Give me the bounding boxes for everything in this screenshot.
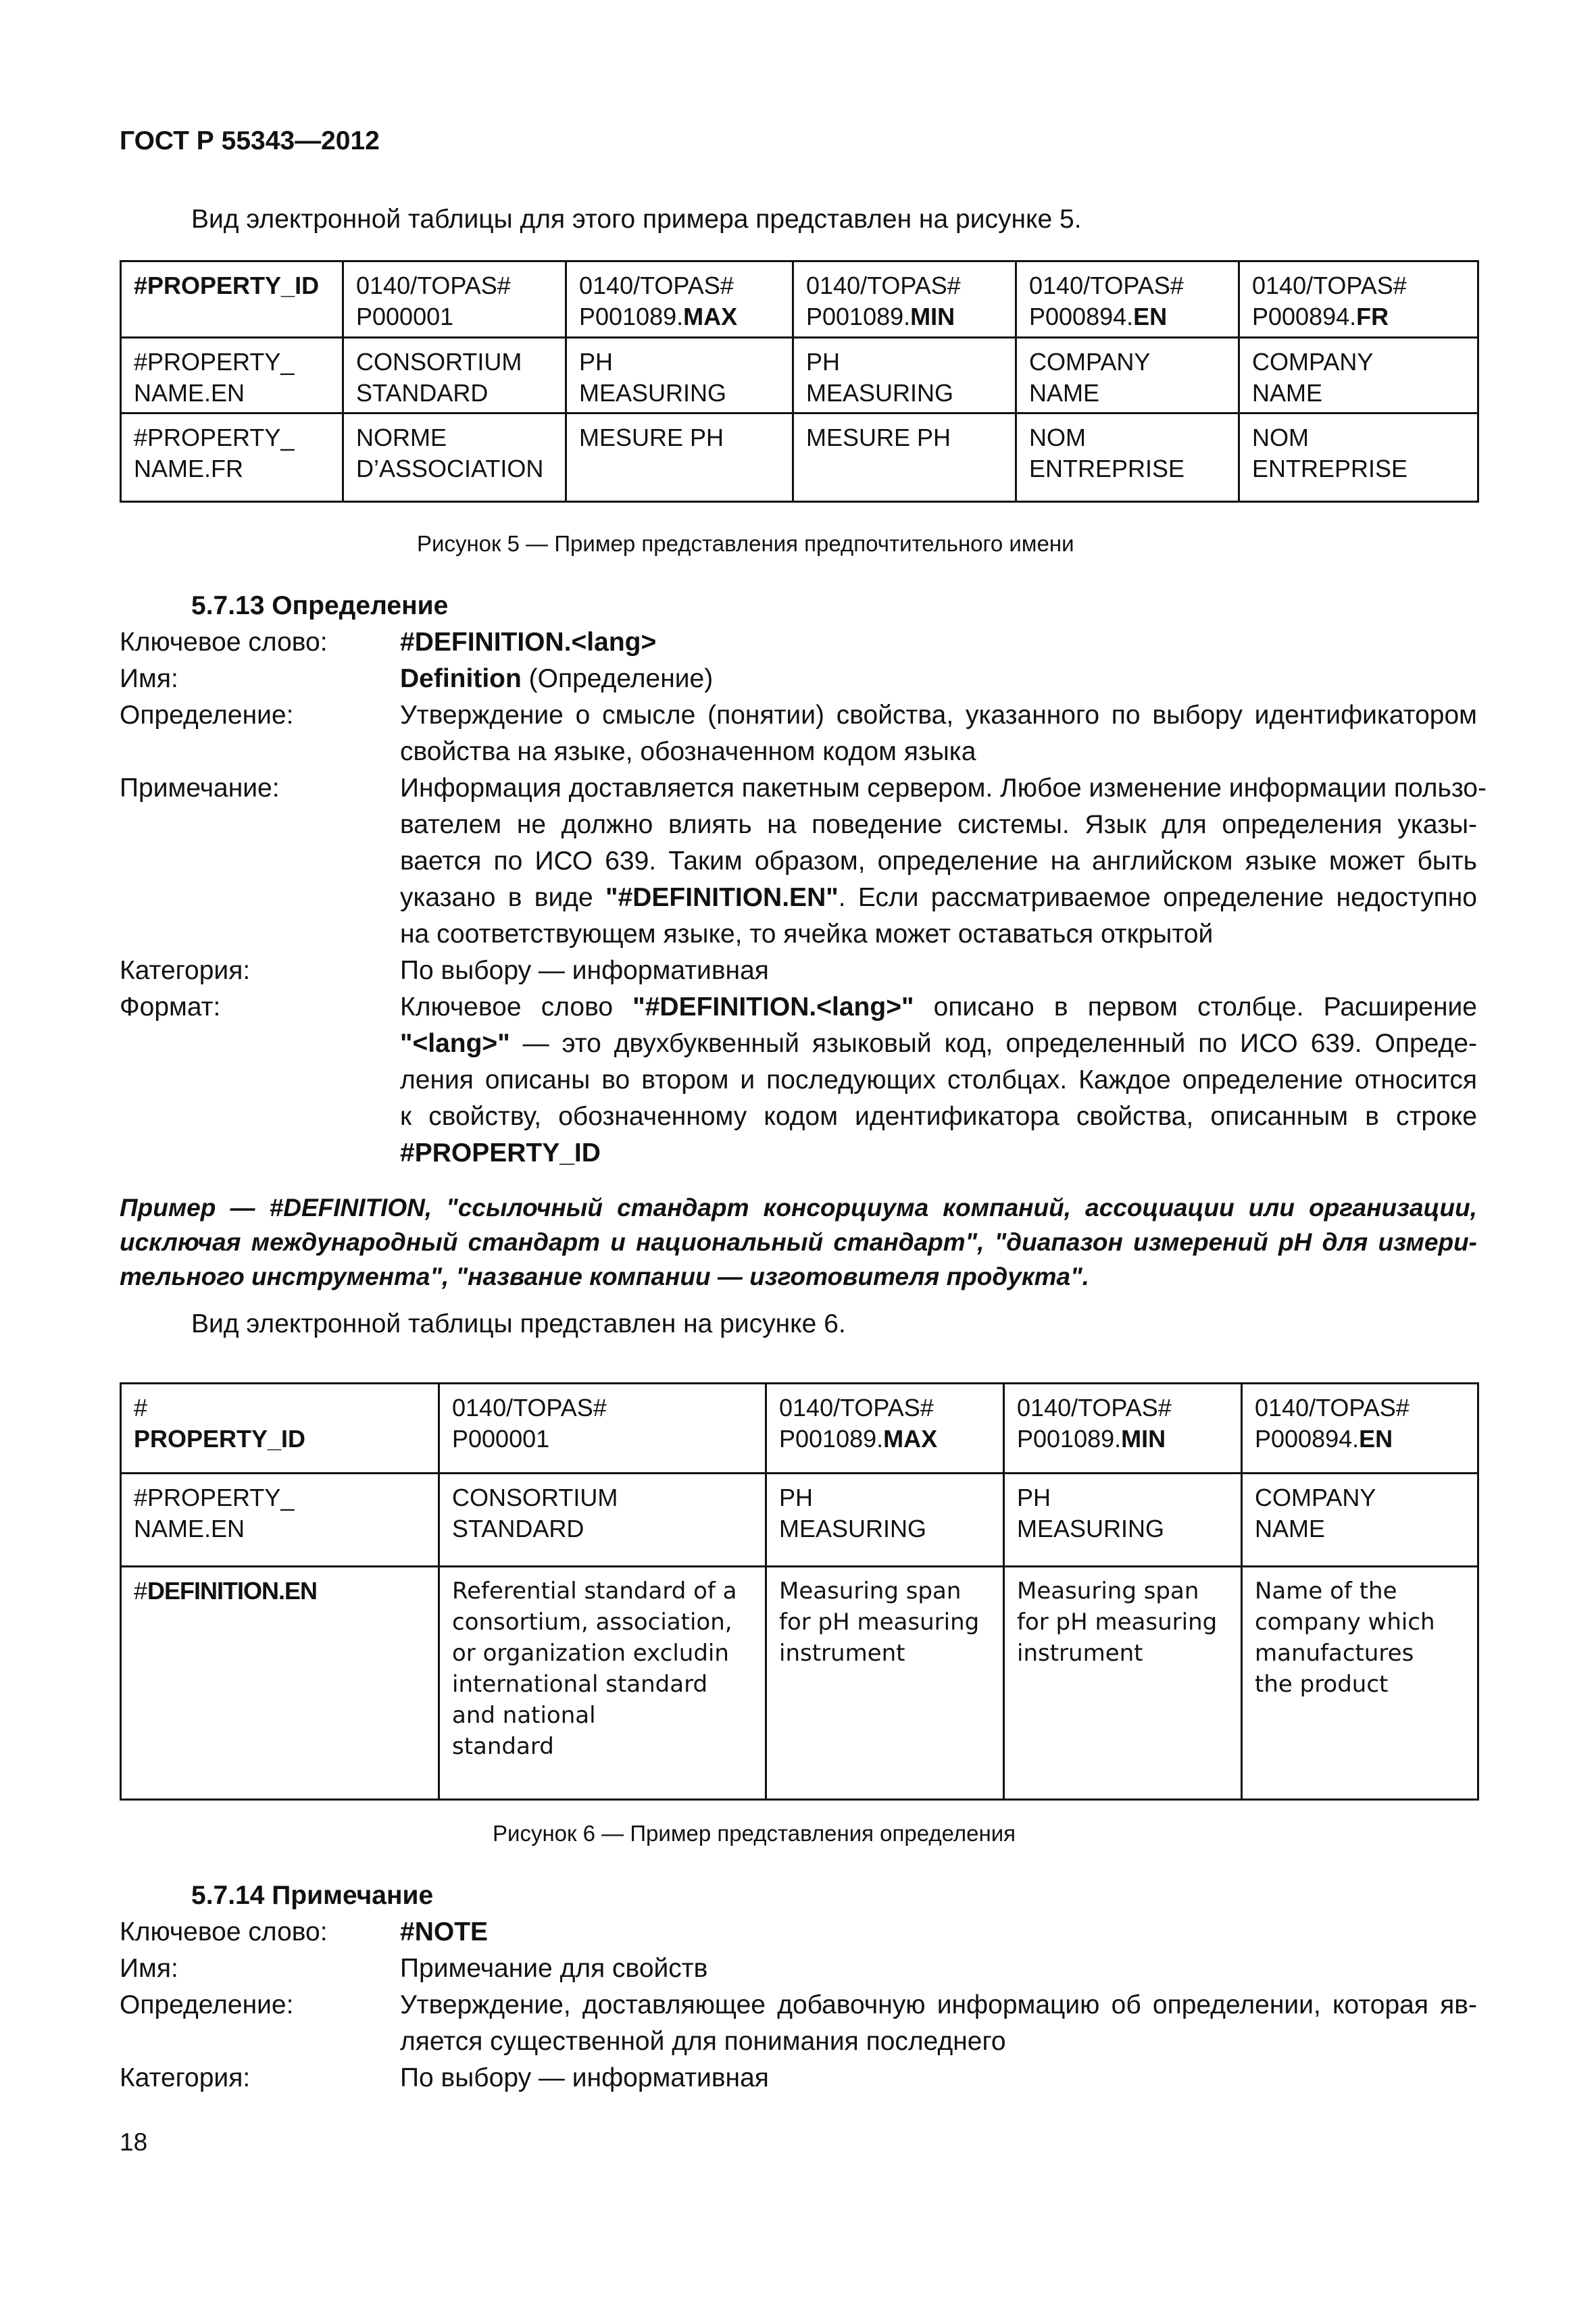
note-keyword-value: #NOTE (400, 1917, 489, 1946)
table-cell (439, 1474, 766, 1567)
note-label: Примечание: (120, 774, 280, 803)
intro-paragraph-fig5: Вид электронной таблицы для этого примера представлен на рисунке 5. (191, 205, 1082, 234)
keyword-value: #DEFINITION.<lang> (400, 628, 657, 657)
format-label: Формат: (120, 992, 221, 1022)
cell-text-bold: MIN (1121, 1425, 1166, 1453)
table-cell (1016, 338, 1239, 413)
table-cell (1239, 261, 1478, 338)
cell-line: 0140/TOPAS# (579, 272, 734, 299)
cell-text: P000001 (452, 1425, 550, 1453)
cell-line: COMPANY (1029, 348, 1151, 376)
table-cell (1242, 1474, 1478, 1567)
cell-line: PH (806, 348, 841, 376)
table-cell (1242, 1384, 1478, 1474)
note-category-label: Категория: (120, 2063, 251, 2092)
format-line-4: к свойству, обозначенному кодом идентификатора свойства, описанным в строке (400, 1102, 1477, 1131)
cell-line (1017, 1513, 1228, 1544)
cell-line: COMPANY (1252, 348, 1374, 376)
format-line-5: #PROPERTY_ID (400, 1138, 601, 1167)
name-label: Имя: (120, 664, 178, 693)
cell-line (356, 453, 553, 484)
cell-line: CONSORTIUM (356, 348, 522, 376)
table-row (121, 261, 1478, 338)
figure5-caption: Рисунок 5 — Пример представления предпочтительного имени (417, 531, 1074, 556)
cell-line (1029, 453, 1226, 484)
example-line-2: исключая международный стандарт и национальный стандарт", "диапазон измерений pH для измери- (120, 1228, 1477, 1256)
cell-text: NAME.FR (134, 455, 243, 482)
cell-text: P000894. (1029, 303, 1134, 330)
cell-text-bold: FR (1356, 303, 1389, 330)
cell-line: COMPANY (1255, 1484, 1376, 1511)
cell-line: company which (1255, 1609, 1435, 1636)
cell-line: # (134, 1394, 148, 1422)
cell-line: Name of the (1255, 1578, 1397, 1605)
cell-line: 0140/TOPAS# (779, 1394, 934, 1422)
cell-line (1252, 378, 1465, 409)
table-cell (566, 413, 793, 502)
format-line-1 (400, 989, 1477, 1026)
table-cell (766, 1567, 1004, 1800)
note-line-4-c: . Если рассматриваемое определение недоступно (838, 883, 1477, 912)
cell-text: P001089. (1017, 1425, 1122, 1453)
cell-text: P000894. (1252, 303, 1357, 330)
cell-text-bold: MIN (910, 303, 955, 330)
table-cell (121, 338, 343, 413)
note-line-4-a: указано в виде (400, 883, 606, 912)
name-value (400, 661, 1477, 697)
table-row (121, 1567, 1478, 1800)
format-line-3: ления описаны во втором и последующих столбцах. Каждое определение относится (400, 1065, 1477, 1095)
table-cell (793, 338, 1016, 413)
cell-line (134, 453, 330, 484)
cell-line (1255, 1513, 1465, 1544)
example-line-3: тельного инструмента", "название компании — изготовителя продукта". (120, 1263, 1089, 1290)
cell-text: MEASURING (579, 379, 727, 407)
cell-line: Referential standard of a (452, 1578, 737, 1605)
cell-line: standard (452, 1733, 554, 1760)
figure5-table (120, 260, 1479, 503)
cell-line: NORME (356, 424, 447, 451)
cell-line (579, 378, 780, 409)
cell-text-bold: MAX (683, 303, 738, 330)
definition-line-2: свойства на языке, обозначенном кодом языка (400, 737, 976, 766)
cell-line: 0140/TOPAS# (356, 272, 511, 299)
section-5-7-14-title: 5.7.14 Примечание (191, 1881, 434, 1910)
cell-line (452, 1424, 753, 1455)
cell-line (579, 301, 780, 332)
cell-line: or organization excludin (452, 1640, 729, 1667)
cell-line (1252, 301, 1465, 332)
table-cell (1004, 1567, 1242, 1800)
cell-text: NAME.EN (134, 1515, 245, 1542)
section-5-7-13-title: 5.7.13 Определение (191, 591, 449, 620)
figure6-caption: Рисунок 6 — Пример представления определения (493, 1821, 1016, 1846)
note-name-value: Примечание для свойств (400, 1954, 708, 1983)
table-cell (1242, 1567, 1478, 1800)
cell-line (806, 301, 1003, 332)
cell-line: Measuring span (1017, 1578, 1199, 1605)
table-cell (1004, 1474, 1242, 1567)
table-cell (1016, 261, 1239, 338)
cell-line: for pH measuring (779, 1609, 980, 1636)
cell-text: NAME (1252, 379, 1323, 407)
note-line-4 (400, 880, 1477, 916)
table-cell (121, 1567, 439, 1800)
cell-text: STANDARD (452, 1515, 584, 1542)
cell-text: ENTREPRISE (1252, 455, 1408, 482)
note-line-2: вателем не должно влиять на поведение системы. Язык для определения указы- (400, 810, 1477, 839)
cell-line (779, 1424, 991, 1455)
note-line-1: Информация доставляется пакетным сервером. Любое изменение информации пользо- (400, 774, 1487, 803)
table-cell (1004, 1384, 1242, 1474)
cell-line (806, 378, 1003, 409)
cell-line: 0140/TOPAS# (1029, 272, 1184, 299)
table-row (121, 1384, 1478, 1474)
document-header: ГОСТ Р 55343—2012 (120, 126, 380, 155)
cell-line: MESURE PH (579, 424, 724, 451)
table-row (121, 413, 1478, 502)
cell-line: CONSORTIUM (452, 1484, 618, 1511)
cell-line (134, 270, 330, 301)
cell-text: NAME (1255, 1515, 1326, 1542)
cell-text: D’ASSOCIATION (356, 455, 544, 482)
cell-line: and national (452, 1702, 596, 1729)
cell-text: P001089. (779, 1425, 884, 1453)
keyword-label: Ключевое слово: (120, 628, 328, 657)
table-row (121, 1474, 1478, 1567)
cell-line (1017, 1424, 1228, 1455)
format-line-1-c: описано в первом столбце. Расширение (914, 992, 1477, 1022)
note-line-3: вается по ИСО 639. Таким образом, определение на английском языке может быть (400, 847, 1477, 876)
cell-text: PROPERTY_ID (134, 1425, 306, 1453)
cell-line: #PROPERTY_ (134, 424, 295, 451)
cell-line: NOM (1252, 424, 1309, 451)
table-cell (343, 338, 566, 413)
cell-line: 0140/TOPAS# (806, 272, 961, 299)
figure6-table (120, 1382, 1479, 1801)
cell-text: ENTREPRISE (1029, 455, 1185, 482)
format-line-1-code: "#DEFINITION.<lang>" (632, 992, 914, 1022)
table-cell (343, 413, 566, 502)
cell-line (1255, 1424, 1465, 1455)
cell-line: #PROPERTY_ (134, 1484, 295, 1511)
cell-text: #PROPERTY_ID (134, 272, 320, 299)
cell-line (356, 301, 553, 332)
cell-text-bold: MAX (883, 1425, 938, 1453)
table-cell (343, 261, 566, 338)
format-line-2-code: "<lang>" (400, 1029, 510, 1058)
cell-line: PH (1017, 1484, 1051, 1511)
cell-line: 0140/TOPAS# (1017, 1394, 1172, 1422)
cell-text: # (134, 1577, 148, 1605)
table-cell (566, 261, 793, 338)
name-value-rest: (Определение) (521, 664, 714, 693)
table-cell (1239, 338, 1478, 413)
cell-line: #PROPERTY_ (134, 348, 295, 376)
cell-line: the product (1255, 1671, 1389, 1698)
cell-text-bold: EN (1133, 303, 1168, 330)
cell-text: MEASURING (806, 379, 954, 407)
cell-text: MEASURING (779, 1515, 927, 1542)
cell-line (1029, 301, 1226, 332)
note-keyword-label: Ключевое слово: (120, 1917, 328, 1946)
cell-text: P000001 (356, 303, 454, 330)
cell-line (1252, 453, 1465, 484)
cell-line: consortium, association, (452, 1609, 732, 1636)
table-cell (121, 1474, 439, 1567)
cell-line: manufactures (1255, 1640, 1414, 1667)
cell-line (1029, 378, 1226, 409)
cell-line (452, 1513, 753, 1544)
note-definition-line-2: ляется существенной для понимания последнего (400, 2027, 1006, 2056)
note-definition-label: Определение: (120, 1990, 294, 2019)
note-line-5: на соответствующем языке, то ячейка может оставаться открытой (400, 920, 1214, 949)
cell-text-bold: EN (1359, 1425, 1393, 1453)
cell-text: P001089. (806, 303, 911, 330)
cell-text: P000894. (1255, 1425, 1360, 1453)
table-cell (121, 1384, 439, 1474)
cell-text: MEASURING (1017, 1515, 1165, 1542)
table-cell (766, 1384, 1004, 1474)
cell-line (134, 1513, 426, 1544)
cell-line: for pH measuring (1017, 1609, 1218, 1636)
category-value: По выбору — информативная (400, 956, 769, 985)
cell-line: PH (579, 348, 614, 376)
category-label: Категория: (120, 956, 251, 985)
cell-line: MESURE PH (806, 424, 951, 451)
cell-text-bold: DEFINITION.EN (147, 1577, 318, 1605)
cell-line: NOM (1029, 424, 1086, 451)
cell-text: NAME.EN (134, 379, 245, 407)
cell-line: 0140/TOPAS# (452, 1394, 607, 1422)
table-cell (121, 261, 343, 338)
format-line-2-b: — это двухбуквенный языковый код, определенный по ИСО 639. Опреде- (509, 1029, 1477, 1058)
table-cell (793, 261, 1016, 338)
cell-line (134, 378, 330, 409)
page-number: 18 (120, 2128, 148, 2156)
example-line-1: Пример — #DEFINITION, "ссылочный стандарт консорциума компаний, ассоциации или организации, (120, 1194, 1477, 1222)
cell-line: Measuring span (779, 1578, 962, 1605)
note-line-4-code: "#DEFINITION.EN" (605, 883, 839, 912)
cell-line: 0140/TOPAS# (1255, 1394, 1410, 1422)
table-cell (439, 1384, 766, 1474)
cell-text: P001089. (579, 303, 684, 330)
note-name-label: Имя: (120, 1954, 178, 1983)
definition-label: Определение: (120, 701, 294, 730)
cell-line: instrument (1017, 1640, 1143, 1667)
table-row (121, 338, 1478, 413)
cell-line: international standard (452, 1671, 708, 1698)
cell-text: NAME (1029, 379, 1100, 407)
table-cell (766, 1474, 1004, 1567)
table-cell (1016, 413, 1239, 502)
table-cell (439, 1567, 766, 1800)
cell-line: PH (779, 1484, 814, 1511)
table-cell (1239, 413, 1478, 502)
cell-line: instrument (779, 1640, 905, 1667)
table-cell (793, 413, 1016, 502)
cell-line (356, 378, 553, 409)
definition-line-1: Утверждение о смысле (понятии) свойства, указанного по выбору идентификатором (400, 701, 1477, 730)
cell-line (779, 1513, 991, 1544)
note-definition-line-1: Утверждение, доставляющее добавочную информацию об определении, которая яв- (400, 1990, 1477, 2019)
cell-line (134, 1424, 426, 1455)
name-value-bold: Definition (400, 664, 522, 693)
table-cell (121, 413, 343, 502)
note-category-value: По выбору — информативная (400, 2063, 769, 2092)
format-line-1-a: Ключевое слово (400, 992, 633, 1022)
cell-line: 0140/TOPAS# (1252, 272, 1407, 299)
format-line-2 (400, 1026, 1477, 1062)
cell-text: STANDARD (356, 379, 489, 407)
table-cell (566, 338, 793, 413)
intro-paragraph-fig6: Вид электронной таблицы представлен на рисунке 6. (191, 1309, 846, 1338)
